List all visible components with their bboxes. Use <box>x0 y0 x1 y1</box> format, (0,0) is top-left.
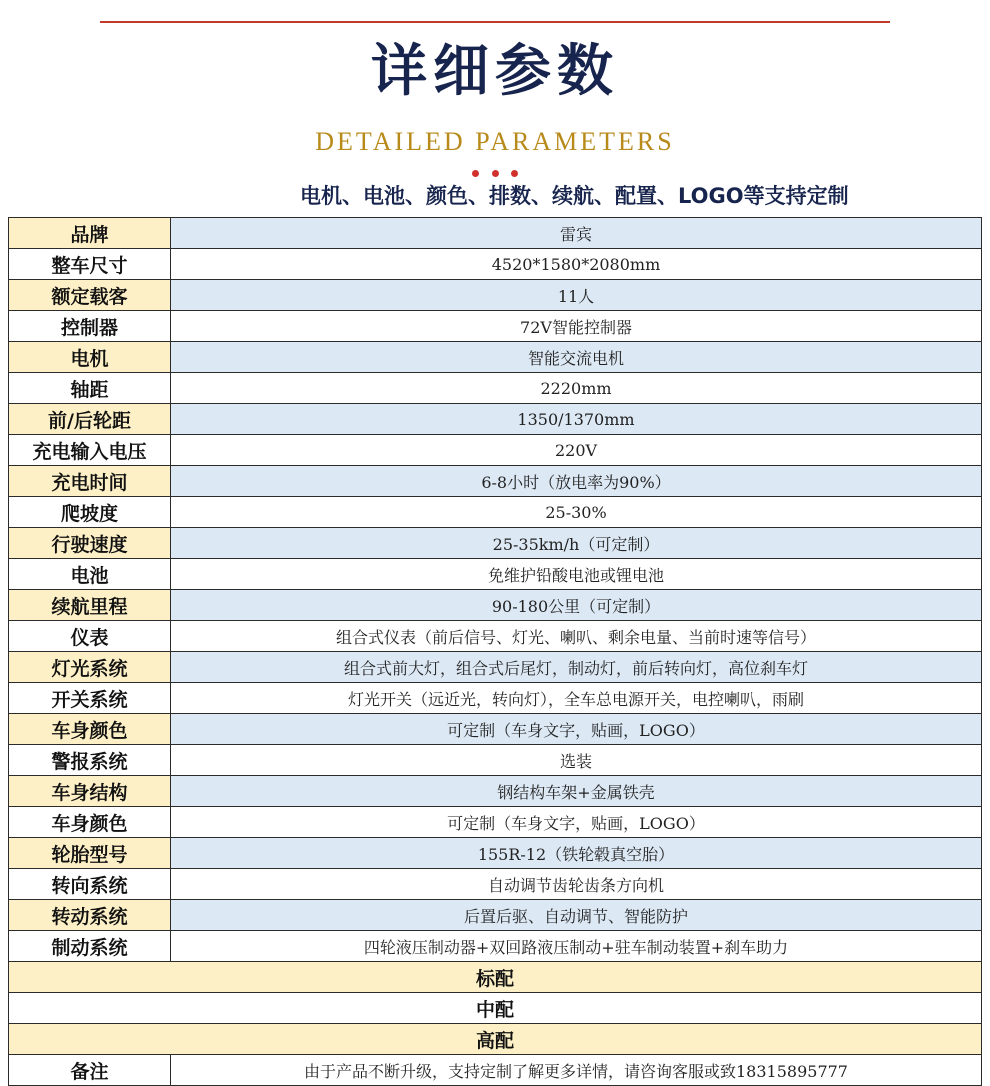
top-divider-line <box>100 21 890 23</box>
spec-label: 车身颜色 <box>9 807 171 838</box>
spec-value: 组合式前大灯，组合式后尾灯，制动灯，前后转向灯，高位刹车灯 <box>171 652 982 683</box>
spec-value: 后置后驱、自动调节、智能防护 <box>171 900 982 931</box>
table-row <box>9 869 982 900</box>
spec-label: 充电输入电压 <box>9 435 171 466</box>
spec-value: 选装 <box>171 745 982 776</box>
spec-label: 电池 <box>9 559 171 590</box>
spec-value: 雷宾 <box>171 218 982 249</box>
spec-value: 1350/1370mm <box>171 404 982 435</box>
config-standard-label: 标配 <box>9 962 982 993</box>
spec-value: 自动调节齿轮齿条方向机 <box>171 869 982 900</box>
spec-value: 四轮液压制动器+双回路液压制动+驻车制动装置+刹车助力 <box>171 931 982 962</box>
spec-label: 仪表 <box>9 621 171 652</box>
table-row <box>9 652 982 683</box>
config-mid-label: 中配 <box>9 993 982 1024</box>
decorative-dots <box>472 170 518 178</box>
table-row <box>9 745 982 776</box>
table-row <box>9 900 982 931</box>
spec-value: 155R-12（铁轮毂真空胎） <box>171 838 982 869</box>
spec-label: 充电时间 <box>9 466 171 497</box>
spec-label: 续航里程 <box>9 590 171 621</box>
spec-value: 2220mm <box>171 373 982 404</box>
spec-value: 钢结构车架+金属铁壳 <box>171 776 982 807</box>
spec-value: 组合式仪表（前后信号、灯光、喇叭、剩余电量、当前时速等信号） <box>171 621 982 652</box>
spec-label: 车身颜色 <box>9 714 171 745</box>
table-row <box>9 776 982 807</box>
parameters-table <box>8 217 982 1086</box>
table-row <box>9 435 982 466</box>
spec-label: 开关系统 <box>9 683 171 714</box>
table-row <box>9 621 982 652</box>
spec-label: 轴距 <box>9 373 171 404</box>
remark-label: 备注 <box>9 1055 171 1086</box>
customization-tagline: 电机、电池、颜色、排数、续航、配置、LOGO等支持定制 <box>300 184 849 208</box>
spec-label: 前/后轮距 <box>9 404 171 435</box>
spec-label: 爬坡度 <box>9 497 171 528</box>
spec-label: 制动系统 <box>9 931 171 962</box>
spec-label: 品牌 <box>9 218 171 249</box>
table-row <box>9 342 982 373</box>
spec-label: 行驶速度 <box>9 528 171 559</box>
page-title: 详细参数 <box>371 39 619 104</box>
table-row <box>9 249 982 280</box>
spec-label: 额定载客 <box>9 280 171 311</box>
spec-value: 25-35km/h（可定制） <box>171 528 982 559</box>
spec-label: 车身结构 <box>9 776 171 807</box>
dot-icon <box>472 170 479 177</box>
spec-value: 免维护铅酸电池或锂电池 <box>171 559 982 590</box>
spec-value: 4520*1580*2080mm <box>171 249 982 280</box>
spec-value: 可定制（车身文字，贴画，LOGO） <box>171 714 982 745</box>
table-row <box>9 590 982 621</box>
table-row <box>9 559 982 590</box>
spec-value: 25-30% <box>171 497 982 528</box>
config-row-mid <box>9 993 982 1024</box>
spec-label: 灯光系统 <box>9 652 171 683</box>
spec-label: 轮胎型号 <box>9 838 171 869</box>
remark-value: 由于产品不断升级，支持定制了解更多详情，请咨询客服或致18315895777 <box>171 1055 982 1086</box>
table-row <box>9 497 982 528</box>
spec-value: 6-8小时（放电率为90%） <box>171 466 982 497</box>
table-row <box>9 218 982 249</box>
spec-label: 转向系统 <box>9 869 171 900</box>
spec-value: 11人 <box>171 280 982 311</box>
spec-value: 220V <box>171 435 982 466</box>
table-row <box>9 404 982 435</box>
dot-icon <box>492 170 499 177</box>
spec-value: 可定制（车身文字，贴画，LOGO） <box>171 807 982 838</box>
table-row <box>9 311 982 342</box>
config-high-label: 高配 <box>9 1024 982 1055</box>
spec-value: 72V智能控制器 <box>171 311 982 342</box>
table-row <box>9 683 982 714</box>
config-row-standard <box>9 962 982 993</box>
spec-value: 灯光开关（远近光，转向灯），全车总电源开关，电控喇叭，雨刷 <box>171 683 982 714</box>
table-row <box>9 528 982 559</box>
spec-value: 90-180公里（可定制） <box>171 590 982 621</box>
dot-icon <box>511 170 518 177</box>
spec-value: 智能交流电机 <box>171 342 982 373</box>
table-row <box>9 838 982 869</box>
spec-label: 控制器 <box>9 311 171 342</box>
table-row <box>9 714 982 745</box>
spec-label: 转动系统 <box>9 900 171 931</box>
spec-label: 电机 <box>9 342 171 373</box>
spec-label: 警报系统 <box>9 745 171 776</box>
page-subtitle: DETAILED PARAMETERS <box>315 127 675 156</box>
table-row <box>9 931 982 962</box>
table-row <box>9 280 982 311</box>
spec-label: 整车尺寸 <box>9 249 171 280</box>
table-row <box>9 807 982 838</box>
table-row <box>9 373 982 404</box>
config-row-high <box>9 1024 982 1055</box>
table-row <box>9 466 982 497</box>
remark-row <box>9 1055 982 1086</box>
